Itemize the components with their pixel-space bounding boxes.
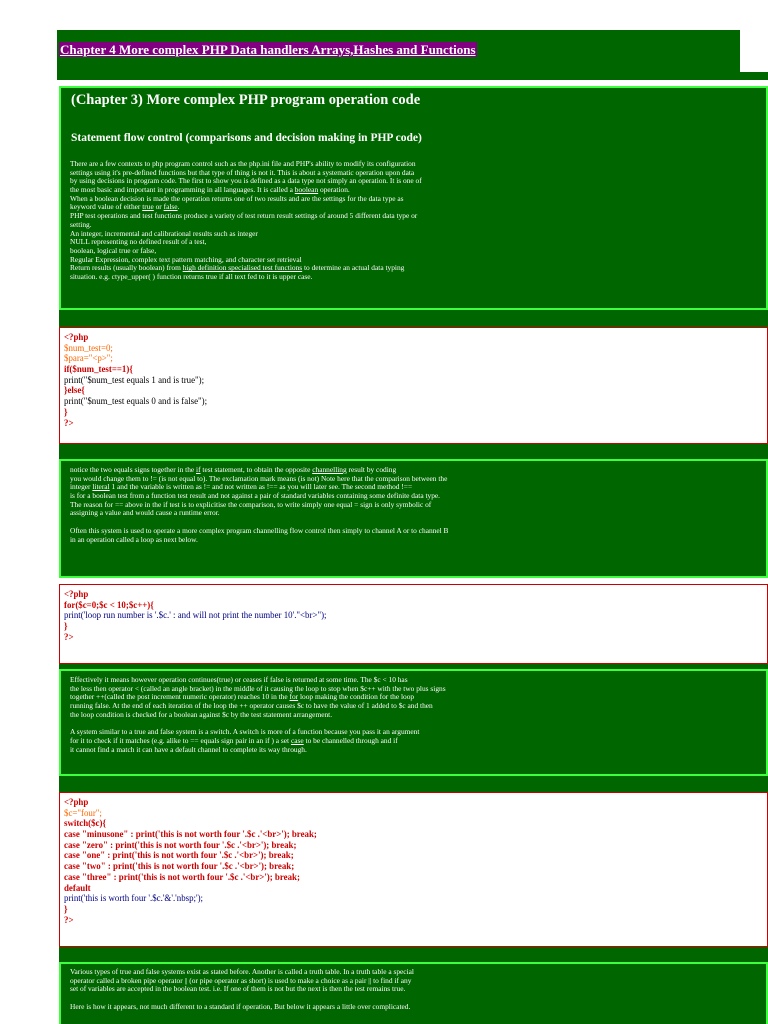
text-line: assigning a value and would cause a runtime error.	[70, 508, 220, 518]
code-block-switch	[59, 792, 768, 947]
text-line: When a boolean decision is made the operation returns one of two results and are the settings for the data type as	[70, 193, 404, 203]
text-line: Return results (usually boolean) from high definition specialised test functions to determine an actual data typing	[70, 263, 405, 273]
true-link[interactable]: true	[142, 202, 154, 212]
text-line: The reason for == above in the if test is to explicitise the comparison, to write simply one equal = sign is only symbolic of	[70, 499, 432, 509]
code-line: switch($c){	[64, 818, 106, 829]
code-line: <?php	[64, 797, 89, 807]
text-line: integer literal 1 and the variable is written as != and not written as !== as you will later see. The second method !==	[70, 482, 413, 492]
code-line: print('this is worth four '.$c.'&'.'nbsp;');	[64, 893, 204, 904]
text-line: you would change them to != (is not equal to). The exclamation mark means (is not) Note here that the comparison between the	[70, 473, 448, 483]
case-link[interactable]: case	[290, 735, 304, 745]
text-line: set of variables are accepted in the boolean test. i.e. If one of them is not but the next is then the test remains true.	[70, 984, 406, 994]
code-listing	[64, 332, 207, 428]
code-line: $para="<p>";	[64, 353, 113, 364]
text-line: NULL representing no defined result of a test,	[70, 237, 207, 247]
text-line: by using decisions in program code. The first to show you is defined as a data type not simply an operation. It is one of	[70, 176, 422, 186]
text-line: Often this system is used to operate a more complex program channelling flow control then simply to channel A or to channel B	[70, 525, 449, 535]
code-line: if($num_test==1){	[64, 364, 133, 375]
text-line: A system similar to a true and false system is a switch. A switch is more of a function because you pass it an argument	[70, 727, 420, 737]
text-line: in an operation called a loop as next below.	[70, 534, 198, 544]
code-line: <?php	[64, 589, 89, 599]
code-line: print("$num_test equals 0 and is false");	[64, 396, 208, 407]
text-line: There are a few contexts to php program control such as the php.ini file and PHP's ability to modify its configuration	[70, 159, 416, 168]
false-link[interactable]: false	[163, 202, 178, 212]
header-notch	[740, 30, 768, 72]
channelling-link[interactable]: channelling	[312, 465, 347, 474]
code-line: case "zero" : print('this is not worth four '.$c .'<br>'); break;	[64, 839, 297, 850]
green-divider	[59, 947, 768, 962]
text-line: the loop condition is checked for a boolean against $c by the test statement arrangement.	[70, 709, 333, 719]
code-line: ?>	[64, 914, 74, 925]
code-line: $c="four";	[64, 807, 102, 818]
text-line: Here is how it appears, not much different to a standard if operation, But below it appears a little over complicated.	[70, 1001, 411, 1011]
code-line: }	[64, 621, 68, 632]
code-line: print('loop run number is '.$c.' : and will not print the number 10'."<br>");	[64, 610, 327, 621]
literal-link[interactable]: literal	[92, 482, 110, 492]
code-line: }else{	[64, 385, 85, 396]
section-title: (Chapter 3) More complex PHP program operation code	[71, 92, 421, 108]
code-line: print("$num_test equals 1 and is true");	[64, 374, 205, 385]
code-line: }	[64, 903, 68, 914]
section-flow-control	[59, 86, 768, 310]
text-line: An integer, incremental and calibrational results such as integer	[70, 228, 258, 238]
text-line: together ++(called the post increment numeric operator) reaches 10 in the for loop making the condition for the loop	[70, 692, 415, 702]
if-link[interactable]: if	[196, 465, 201, 474]
text-line: running false. At the end of each iteration of the loop the ++ operator causes $c to have the value of 1 added to $c and then	[70, 701, 433, 711]
code-line: case "two" : print('this is not worth four '.$c .'<br>'); break;	[64, 861, 295, 872]
green-divider	[59, 444, 768, 459]
text-line: the less then operator < (called an angle bracket) in the middle of it causing the loop to stop when $c++ with the two plus signs	[70, 683, 446, 693]
text-line: boolean, logical true or false,	[70, 245, 157, 255]
code-line: for($c=0;$c < 10;$c++){	[64, 599, 154, 610]
text-line: it cannot find a match it can have a default channel to complete its way through.	[70, 744, 307, 754]
text-line: setting.	[70, 219, 92, 229]
section-truth-table	[59, 962, 768, 1024]
boolean-link[interactable]: boolean	[294, 185, 319, 195]
text-line: settings using it's pre-defined functions but that type of thing is not it. This is about a systematic operation upon data	[70, 167, 415, 177]
code-listing	[64, 797, 317, 925]
for-link[interactable]: for	[289, 692, 299, 702]
code-line: case "three" : print('this is not worth four '.$c .'<br>'); break;	[64, 871, 300, 882]
code-line: <?php	[64, 332, 89, 342]
header-strip	[57, 72, 768, 80]
section-paragraph	[70, 160, 422, 282]
green-divider	[59, 310, 768, 327]
code-line: case "minusone" : print('this is not worth four '.$c .'<br>'); break;	[64, 829, 317, 840]
code-line: ?>	[64, 631, 74, 642]
text-line: PHP test operations and test functions produce a variety of test return result settings of around 5 different data type or	[70, 211, 418, 221]
section-subtitle: Statement flow control (comparisons and decision making in PHP code)	[71, 132, 422, 144]
text-line: Various types of true and false systems exist as stated before. Another is called a truth table. In a truth table a special	[70, 967, 414, 976]
section-equals-explanation	[59, 459, 768, 578]
section-loop-switch-explanation	[59, 669, 768, 776]
text-line: is for a boolean test from a function test result and not against a pair of standard variables containing some definite data type.	[70, 491, 441, 501]
code-line: default	[64, 882, 91, 893]
code-line: ?>	[64, 417, 74, 428]
section-paragraph	[70, 968, 414, 1011]
code-block-if	[59, 327, 768, 444]
high-definition-link[interactable]: high definition specialised test functions	[182, 263, 303, 273]
code-block-for-loop	[59, 584, 768, 664]
text-line: notice the two equals signs together in the if test statement, to obtain the opposite channelling result by coding	[70, 465, 397, 474]
section-paragraph	[70, 466, 448, 544]
code-listing	[64, 589, 327, 642]
text-line: Effectively it means however operation continues(true) or ceases if false is returned at some time. The $c < 10 has	[70, 675, 408, 684]
code-line: $num_test=0;	[64, 342, 113, 353]
text-line: for it to check if it matches (e.g. alike to == equals sign pair in an if ) a set case to be channelled through and if	[70, 735, 398, 745]
code-line: case "one" : print('this is not worth four '.$c .'<br>'); break;	[64, 850, 294, 861]
section-paragraph	[70, 676, 446, 754]
chapter-title-link[interactable]: Chapter 4 More complex PHP Data handlers Arrays,Hashes and Functions	[60, 42, 476, 57]
text-line: the most basic and important in programming in all languages. It is called a boolean operation.	[70, 185, 350, 195]
code-line: }	[64, 406, 68, 417]
green-divider	[59, 776, 768, 792]
text-line: keyword value of either true or false.	[70, 202, 180, 212]
text-line: situation. e.g. ctype_upper( ) function returns true if all text fed to it is upper case.	[70, 271, 313, 281]
text-line: operator called a broken pipe operator || (or pipe operator as short) is used to make a choice as a pair || to find if any	[70, 975, 412, 985]
text-line: Regular Expression, complex text pattern matching, and character set retrieval	[70, 254, 302, 264]
